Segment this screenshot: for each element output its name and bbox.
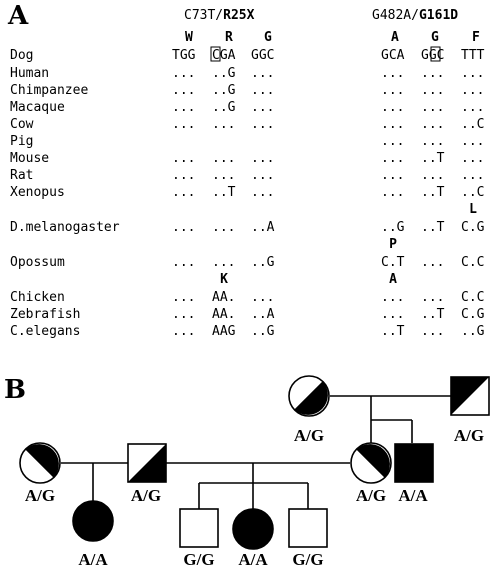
codon-cell: AAG [212, 324, 236, 339]
codon-cell: ..C [461, 117, 485, 132]
codon-cell: ... [381, 307, 405, 322]
aa-header-1-3: G [264, 30, 272, 45]
codon-cell: ... [381, 185, 405, 200]
codon-cell: ... [251, 185, 275, 200]
codon-cell: ... [172, 255, 196, 270]
codon-cell: ..C [461, 185, 485, 200]
codon-cell: C.C [461, 290, 485, 305]
male-affected-symbol [395, 444, 433, 482]
codon-cell: ..T [212, 185, 236, 200]
mutation2-label [372, 8, 458, 23]
codon-cell: AA. [212, 307, 236, 322]
codon-cell: ... [381, 290, 405, 305]
aa-substitution-label: P [389, 237, 397, 252]
codon-cell: ... [251, 290, 275, 305]
species-label: D.melanogaster [10, 220, 120, 235]
aa-header-1-2: R [225, 30, 233, 45]
species-label: Mouse [10, 151, 50, 166]
codon-cell: ... [172, 307, 196, 322]
codon-cell: ... [172, 168, 196, 183]
codon-cell: ... [251, 83, 275, 98]
codon-cell: ... [461, 66, 485, 81]
codon-cell: ... [212, 151, 236, 166]
codon-cell: ... [381, 66, 405, 81]
codon-cell: ..G [251, 255, 275, 270]
codon-cell: ... [172, 220, 196, 235]
codon-cell: TTT [461, 48, 485, 63]
codon-cell: ..A [251, 307, 275, 322]
species-label: Xenopus [10, 185, 65, 200]
codon-cell: ..A [251, 220, 275, 235]
genotype-label: G/G [292, 550, 324, 569]
female-affected-symbol [73, 501, 113, 541]
codon-cell: C.G [461, 220, 485, 235]
codon-cell: ..G [212, 83, 236, 98]
codon-cell: ... [381, 117, 405, 132]
codon-cell: ..G [251, 324, 275, 339]
genotype-label: A/A [78, 550, 108, 569]
codon-cell: AA. [212, 290, 236, 305]
codon-cell: ... [172, 151, 196, 166]
mutation2-prefix: G482A/ [372, 8, 419, 23]
codon-cell: ... [421, 255, 445, 270]
codon-cell: ... [251, 151, 275, 166]
codon-cell: ... [461, 100, 485, 115]
species-label: Chimpanzee [10, 83, 89, 98]
codon-cell: ..T [421, 220, 445, 235]
codon-cell: ... [251, 100, 275, 115]
codon-cell: ... [421, 324, 445, 339]
codon-cell: TGG [172, 48, 196, 63]
codon-cell: ... [172, 324, 196, 339]
codon-cell: ... [461, 151, 485, 166]
species-label: Dog [10, 48, 34, 63]
codon-cell: C.C [461, 255, 485, 270]
genotype-label: G/G [183, 550, 215, 569]
codon-cell: ... [381, 100, 405, 115]
species-label: Opossum [10, 255, 65, 270]
aa-header-2-2: G [431, 30, 439, 45]
codon-cell: ... [421, 134, 445, 149]
codon-cell: ... [251, 117, 275, 132]
codon-cell: ... [212, 220, 236, 235]
codon-cell: ... [421, 66, 445, 81]
codon-cell: ... [381, 151, 405, 166]
panel-a-label: A [8, 1, 29, 31]
aa-header-2-1: A [391, 30, 399, 45]
codon-cell: ... [461, 168, 485, 183]
species-label: Rat [10, 168, 34, 183]
female-carrier-symbol [289, 376, 329, 416]
species-label: Pig [10, 134, 34, 149]
alignment [10, 48, 485, 339]
panel-b-label: B [4, 375, 26, 405]
codon-cell: ..T [421, 307, 445, 322]
codon-cell: ... [421, 290, 445, 305]
species-label: Human [10, 66, 50, 81]
codon-cell: ..G [461, 324, 485, 339]
genotype-label: A/G [453, 426, 485, 445]
species-label: Macaque [10, 100, 65, 115]
codon-cell: C.T [381, 255, 405, 270]
codon-cell: ... [212, 255, 236, 270]
codon-cell: ..G [212, 66, 236, 81]
female-carrier-symbol [351, 443, 391, 483]
codon-cell: ... [172, 290, 196, 305]
species-label: Cow [10, 117, 34, 132]
species-label: Chicken [10, 290, 65, 305]
aa-substitution-label: A [389, 272, 397, 287]
codon-cell: ... [172, 66, 196, 81]
codon-cell: ..G [381, 220, 405, 235]
codon-cell: ... [212, 168, 236, 183]
codon-cell: GCA [381, 48, 405, 63]
codon-cell: ... [381, 134, 405, 149]
male-unaffected-symbol [180, 509, 218, 547]
codon-cell: ... [381, 168, 405, 183]
codon-cell: ... [172, 185, 196, 200]
codon-cell: C.G [461, 307, 485, 322]
genotype-label: A/G [130, 486, 162, 505]
codon-cell: ... [251, 168, 275, 183]
aa-substitution-label: L [469, 202, 477, 217]
codon-cell: ... [172, 117, 196, 132]
aa-substitution-label: K [220, 272, 228, 287]
codon-cell: ..G [212, 100, 236, 115]
genotype-label: A/A [238, 550, 268, 569]
codon-cell: ... [421, 100, 445, 115]
mutation1-prefix: C73T/ [184, 8, 224, 23]
codon-cell: ... [421, 168, 445, 183]
genotype-label: A/G [24, 486, 56, 505]
codon-cell: GGC [251, 48, 275, 63]
codon-cell: ... [381, 83, 405, 98]
codon-cell: ... [172, 83, 196, 98]
aa-header-1-1: W [185, 30, 193, 45]
mutation2-protein: G161D [418, 8, 459, 23]
codon-cell: ... [251, 66, 275, 81]
male-carrier-symbol [128, 444, 166, 482]
codon-cell: ... [421, 83, 445, 98]
codon-cell: ... [212, 117, 236, 132]
species-label: C.elegans [10, 324, 81, 339]
pedigree-lines [61, 396, 451, 509]
codon-cell: ... [461, 83, 485, 98]
genotype-label: A/A [398, 486, 428, 505]
codon-cell: ..T [381, 324, 405, 339]
male-carrier-symbol [451, 377, 489, 415]
aa-header-2-3: F [472, 30, 480, 45]
species-label: Zebrafish [10, 307, 81, 322]
codon-cell: ..T [421, 185, 445, 200]
mutation1-label [184, 8, 255, 23]
male-unaffected-symbol [289, 509, 327, 547]
female-affected-symbol [233, 509, 273, 549]
mutation1-protein: R25X [223, 8, 255, 23]
codon-cell: ... [172, 100, 196, 115]
codon-cell: ... [421, 117, 445, 132]
female-carrier-symbol [20, 443, 60, 483]
codon-cell: GGC [421, 48, 445, 63]
codon-cell: ... [461, 134, 485, 149]
codon-cell: CGA [212, 48, 236, 63]
genotype-label: A/G [293, 426, 325, 445]
codon-cell: ..T [421, 151, 445, 166]
genotype-label: A/G [355, 486, 387, 505]
